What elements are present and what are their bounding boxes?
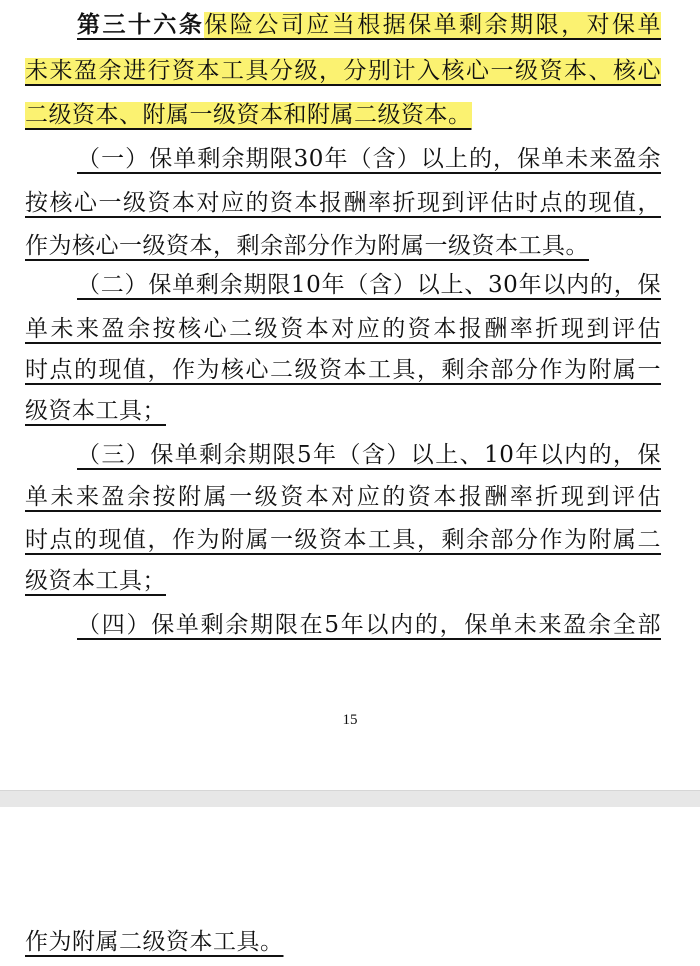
item2-line-4: 级资本工具； — [25, 398, 166, 424]
article-heading-line — [77, 7, 661, 43]
item1-line-3: 作为核心一级资本，剩余部分作为附属一级资本工具。 — [25, 233, 589, 259]
continuation-line-wrap — [25, 924, 661, 960]
document-page-16 — [0, 807, 700, 966]
item2-line-1: （二）保单剩余期限10年（含）以上、30年以内的，保 — [77, 272, 661, 298]
item2-line-2: 单未来盈余按核心二级资本对应的资本报酬率折现到评估 — [25, 316, 661, 342]
continuation-line: 作为附属二级资本工具。 — [25, 929, 284, 955]
item1-line-2: 按核心一级资本对应的资本报酬率折现到评估时点的现值， — [25, 190, 661, 216]
item4-line-1-wrap — [77, 607, 661, 643]
item3-line-1: （三）保单剩余期限5年（含）以上、10年以内的，保 — [77, 442, 661, 468]
item3-line-4-wrap — [25, 563, 661, 599]
article-intro-line-1: 保险公司应当根据保单剩余期限，对保单 — [204, 12, 661, 38]
page-separator — [0, 790, 700, 807]
item4-line-1: （四）保单剩余期限在5年以内的，保单未来盈余全部 — [77, 612, 661, 638]
item1-line-1: （一）保单剩余期限30年（含）以上的，保单未来盈余 — [77, 146, 661, 172]
item3-line-1-wrap — [77, 437, 661, 473]
item3-line-2: 单未来盈余按附属一级资本对应的资本报酬率折现到评估 — [25, 484, 661, 510]
item1-line-2-wrap — [25, 185, 661, 221]
item3-line-2-wrap — [25, 479, 661, 515]
article-intro-line-2: 未来盈余进行资本工具分级，分别计入核心一级资本、核心 — [25, 58, 661, 84]
item2-line-3: 时点的现值，作为核心二级资本工具，剩余部分作为附属一 — [25, 357, 661, 383]
article-intro-line-3: 二级资本、附属一级资本和附属二级资本。 — [25, 102, 472, 128]
item3-line-3-wrap — [25, 522, 661, 558]
article-number: 第三十六条 — [77, 11, 205, 38]
item3-line-4: 级资本工具； — [25, 568, 166, 594]
item1-line-3-wrap — [25, 228, 661, 264]
article-intro-line-2-wrap — [25, 53, 661, 89]
item1-line-1-wrap — [77, 141, 661, 177]
item2-line-1-wrap — [77, 267, 661, 303]
item2-line-2-wrap — [25, 311, 661, 347]
page-number: 15 — [342, 712, 358, 728]
item2-line-3-wrap — [25, 352, 661, 388]
item2-line-4-wrap — [25, 393, 661, 429]
item3-line-3: 时点的现值，作为附属一级资本工具，剩余部分作为附属二 — [25, 527, 661, 553]
article-intro-line-3-wrap — [25, 97, 661, 133]
